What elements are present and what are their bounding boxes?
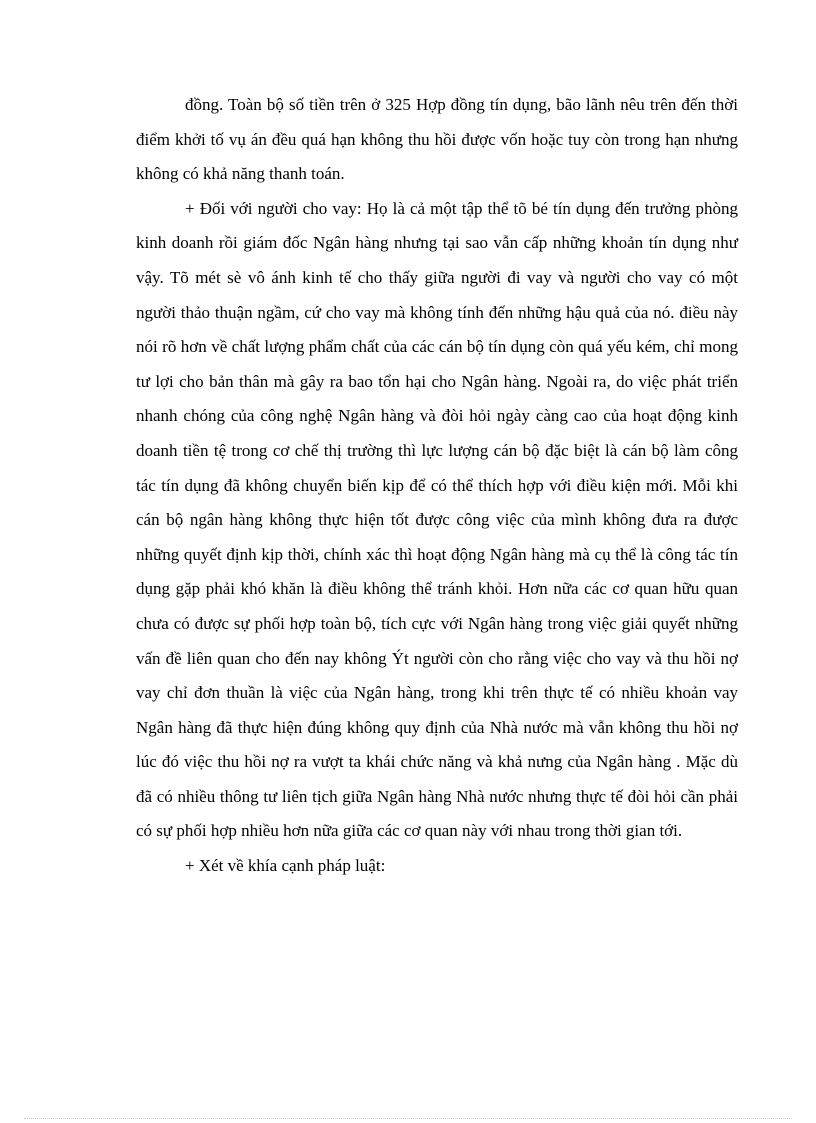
page-bottom-divider — [24, 1118, 792, 1119]
paragraph-intro: đồng. Toàn bộ số tiền trên ở 325 Hợp đồng tín dụng, bão lãnh nêu trên đến thời điểm khởi tố vụ án đều quá hạn không thu hồi được vốn hoặc tuy còn trong hạn nhưng không có khả năng thanh toán. — [136, 95, 738, 184]
paragraph-legal-heading: + Xét về khía cạnh pháp luật: — [185, 856, 386, 876]
document-body — [136, 88, 738, 884]
paragraph-lenders: + Đối với người cho vay: Họ là cả một tập thể tõ bé tín dụng đến trưởng phòng kinh doanh rồi giám đốc Ngân hàng nhưng tại sao vẫn cấp những khoản tín dụng như vậy. Tõ mét sè vô ánh kinh tế cho thấy giữa người đi vay và người cho vay có một người thảo thuận ngầm, cứ cho vay mà không tính đến những hậu quả của nó. điều này nói rõ hơn về chất lượng phẩm chất của các cán bộ tín dụng còn quá yếu kém, chỉ mong tư lợi cho bản thân mà gây ra bao tổn hại cho Ngân hàng. Ngoài ra, do việc phát triển nhanh chóng của công nghệ Ngân hàng và đòi hỏi ngày càng cao của hoạt động kinh doanh tiền tệ trong cơ chế thị trường thì lực lượng cán bộ đặc biệt là cán bộ làm công tác tín dụng đã không chuyển biến kịp để có thể thích hợp với điều kiện mới. Mỗi khi cán bộ ngân hàng không thực hiện tốt được công việc của mình không đưa ra được những quyết định kịp thời, chính xác thì hoạt động Ngân hàng mà cụ thể là công tác tín dụng gặp phải khó khăn là điều không thể tránh khỏi. Hơn nữa các cơ quan hữu quan chưa có được sự phối hợp toàn bộ, tích cực với Ngân hàng trong việc giải quyết những vấn đề liên quan cho đến nay không Ýt người còn cho rằng việc cho vay và thu hồi nợ vay chỉ đơn thuần là việc của Ngân hàng, trong khi trên thực tế có nhiều khoản vay Ngân hàng đã thực hiện đúng không quy định của Nhà nước mà vẫn không thu hồi nợ lúc đó việc thu hồi nợ ra vượt ta khái chức năng và khả nưng của Ngân hàng . Mặc dù đã có nhiều thông tư liên tịch giữa Ngân hàng Nhà nước nhưng thực tế đòi hỏi cần phải có sự phối hợp nhiều hơn nữa giữa các cơ quan này với nhau trong thời gian tới. — [136, 198, 738, 841]
